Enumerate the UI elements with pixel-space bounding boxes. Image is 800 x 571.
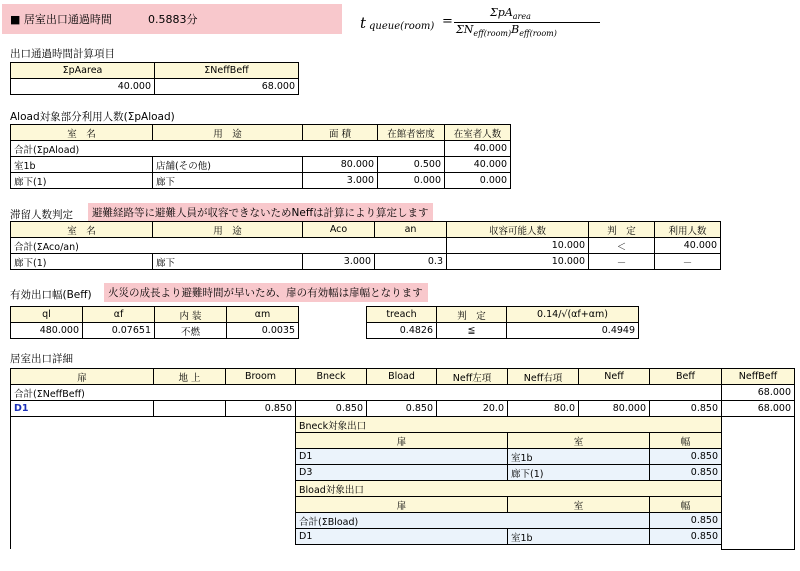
alpha-f-value: 0.07651 [83,323,155,339]
formula-lhs: t [360,14,367,32]
total-judge: ＜ [589,238,655,254]
col-header: NeffBeff [722,369,795,385]
col-header: 用 途 [153,222,303,238]
effective-width-note: 火災の成長より避難時間が早いため、扉の有効幅は扉幅となります [104,283,428,302]
col-header: Bneck [296,369,367,385]
col-header: 扉 [11,369,154,385]
col-header: treach [367,307,437,323]
col-header: 在室者人数 [445,125,511,141]
alpha-table [10,306,299,339]
bload-title: Bload対象出口 [296,481,722,497]
exit-detail-title: 居室出口詳細 [10,353,73,365]
sum-parea-value: 40.000 [11,79,155,95]
col-header: 扉 [296,433,508,449]
stagnation-title: 滞留人数判定 [10,209,73,221]
limit-value: 0.4949 [507,323,639,339]
treach-value: 0.4826 [367,323,437,339]
total-capacity: 10.000 [447,238,589,254]
queue-time-value: 0.5883分 [148,13,198,26]
col-header: 室 名 [11,125,153,141]
col-header: 扉 [296,497,508,513]
judge-value: ≦ [437,323,507,339]
calc-items-table [10,62,299,95]
aload-table [10,124,511,189]
nested-spacer [11,417,296,550]
total-users: 40.000 [655,238,721,254]
table-row: 廊下(1) 廊下 3.000 0.3 10.000 － － [11,254,721,270]
col-header: Bload [367,369,437,385]
formula-denominator: $\Sigma N_{eff(room)}B_{eff(room)}$ [456,23,557,39]
alpha-m-value: 0.0035 [227,323,299,339]
col-header: Neff [579,369,650,385]
table-row: D3 廊下(1) 0.850 [11,465,795,481]
col-header: 幅 [650,497,722,513]
col-header: 地 上 [154,369,226,385]
col-header: Neff左項 [437,369,508,385]
door-id-link[interactable]: D1 [11,401,154,417]
total-value: 0.850 [650,513,722,529]
col-header: ql [11,307,83,323]
nested-spacer [722,417,795,550]
table-row: D1 室1b 0.850 [11,449,795,465]
col-header: 判 定 [437,307,507,323]
formula [360,6,620,40]
formula-numerator: ΣpA$_{area}$ [490,6,531,22]
col-header: 幅 [650,433,722,449]
table-row: D1 室1b 0.850 [11,529,795,545]
col-header: 利用人数 [655,222,721,238]
interior-value: 不燃 [155,323,227,339]
aload-title: Aload対象部分利用人数(ΣpAload) [10,111,175,123]
col-header: 室 [508,433,650,449]
col-header: Broom [226,369,296,385]
table-row: 室1b 店舗(その他) 80.000 0.500 40.000 [11,157,511,173]
col-header: 室 名 [11,222,153,238]
total-label: 合計(ΣNeffBeff) [11,385,722,401]
col-header: ΣpAarea [11,63,155,79]
col-header: 収容可能人数 [447,222,589,238]
col-header: 面 積 [303,125,378,141]
col-header: Beff [650,369,722,385]
nested-spacer [296,545,722,550]
col-header: αm [227,307,299,323]
col-header: αf [83,307,155,323]
treach-table [366,306,639,339]
table-row[interactable]: D1 0.850 0.850 0.850 20.0 80.0 80.000 0.850 68.000 [11,401,795,417]
col-header: Neff右項 [508,369,579,385]
ql-value: 480.000 [11,323,83,339]
col-header: 在館者密度 [378,125,445,141]
effective-width-title: 有効出口幅(Beff) [10,289,92,301]
col-header: 室 [508,497,650,513]
stagnation-note: 避難経路等に避難人員が収容できないためNeffは計算により算定します [88,203,433,222]
formula-lhs-sub: queue(room) [369,21,435,32]
exit-detail-table [10,368,795,550]
table-row: 廊下(1) 廊下 3.000 0.000 0.000 [11,173,511,189]
bneck-title: Bneck対象出口 [296,417,722,433]
col-header: 用 途 [153,125,303,141]
calc-items-title: 出口通過時間計算項目 [10,48,115,60]
total-value: 40.000 [445,141,511,157]
stagnation-table [10,221,721,270]
formula-eq: = [442,14,453,29]
total-value: 68.000 [722,385,795,401]
col-header: 0.14/√(αf+αm) [507,307,639,323]
col-header: 内 装 [155,307,227,323]
col-header: 判 定 [589,222,655,238]
col-header: ΣNeffBeff [155,63,299,79]
col-header: Aco [303,222,375,238]
col-header: an [375,222,447,238]
total-label: 合計(ΣBload) [296,513,650,529]
sum-neffbeff-value: 68.000 [155,79,299,95]
total-label: 合計(ΣpAload) [11,141,445,157]
total-label: 合計(ΣAco/an) [11,238,447,254]
page-title: ■ 居室出口通過時間 [10,13,112,26]
